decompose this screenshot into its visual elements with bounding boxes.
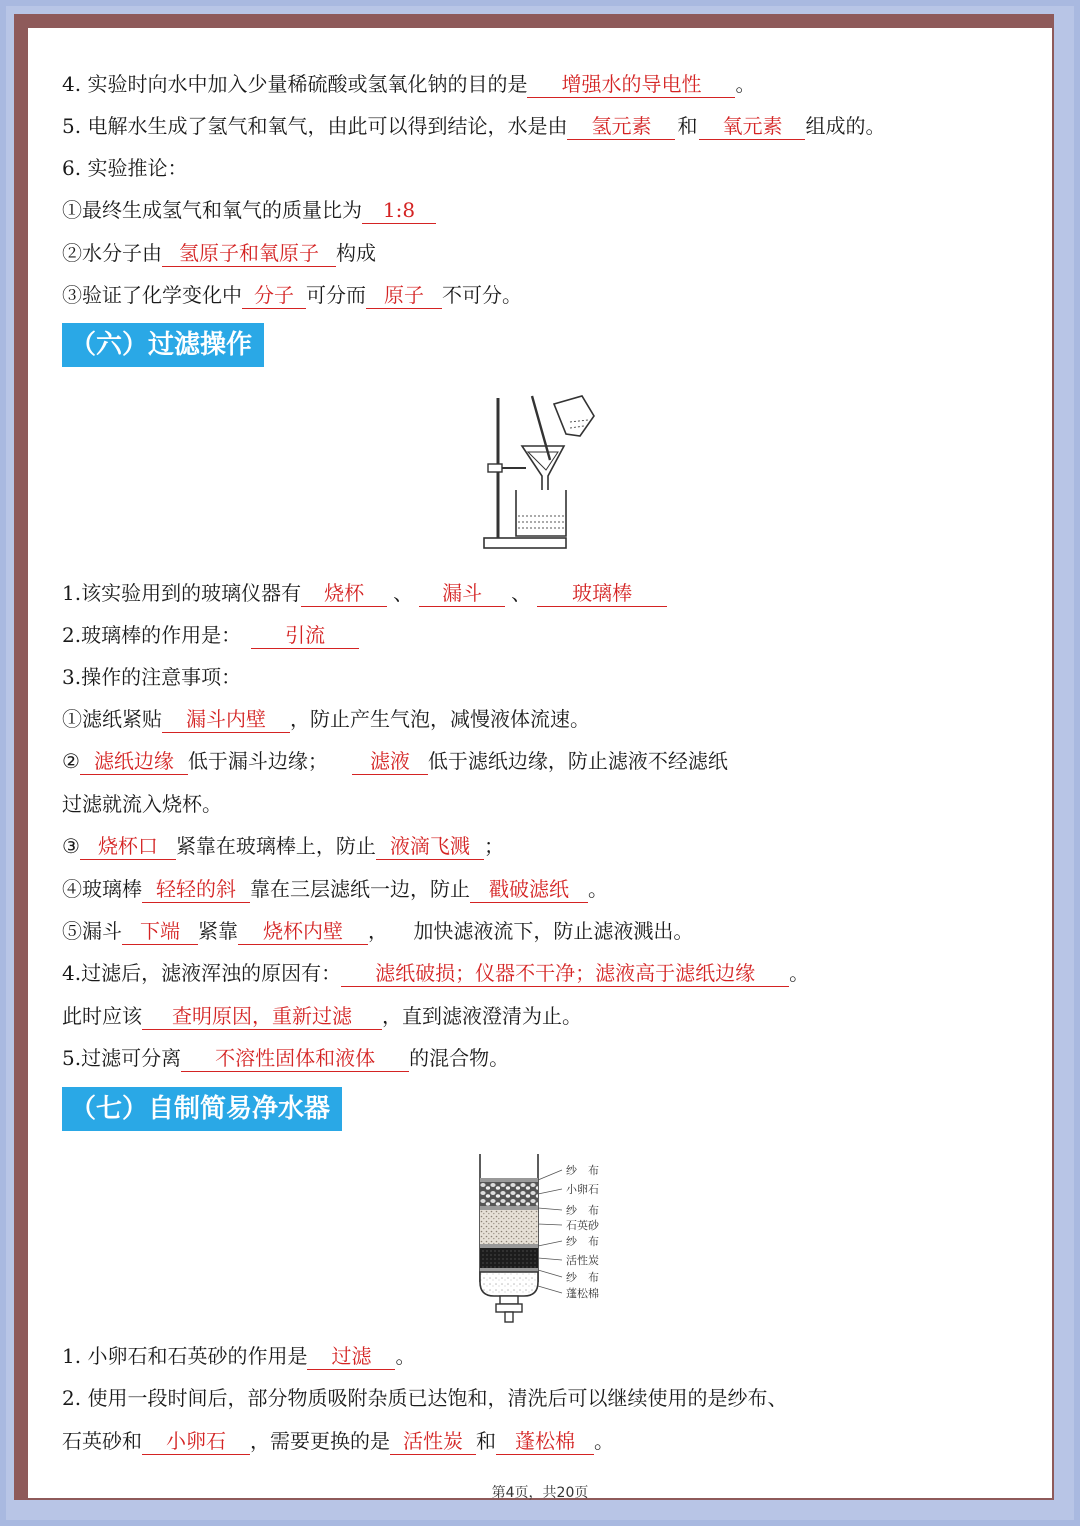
note-1: ①滤纸紧贴 漏斗内壁 ，防止产生气泡，减慢液体流速。	[62, 707, 590, 731]
note-2-continued: 过滤就流入烧杯。	[62, 792, 222, 816]
note-5: ⑤漏斗 下端 紧靠 烧杯内壁 ， 加快滤液流下，防止滤液溅出。	[62, 919, 694, 943]
answer-blank[interactable]: 原子	[366, 282, 442, 309]
answer-blank[interactable]: 分子	[242, 282, 306, 309]
answer-blank[interactable]: 小卵石	[142, 1428, 250, 1455]
label-quartz-sand: 石英砂	[566, 1219, 599, 1232]
question-6: 6. 实验推论：	[62, 156, 188, 180]
section-heading-water-purifier: （七）自制简易净水器	[62, 1087, 342, 1131]
answer-blank[interactable]: 活性炭	[390, 1428, 476, 1455]
pebble-layer	[480, 1182, 538, 1206]
question-5: 5. 电解水生成了氢气和氧气，由此可以得到结论，水是由 氢元素 和 氧元素 组成的。	[62, 114, 886, 138]
filter-q1: 1.该实验用到的玻璃仪器有 烧杯 、 漏斗 、 玻璃棒	[62, 579, 667, 607]
bottle-cap	[496, 1304, 522, 1312]
stand-base	[484, 538, 566, 548]
filter-q3: 3.操作的注意事项：	[62, 665, 242, 689]
answer-blank[interactable]: 烧杯内壁	[238, 918, 368, 945]
answer-blank[interactable]: 氢元素	[567, 113, 675, 140]
answer-blank[interactable]: 增强水的导电性	[527, 71, 735, 98]
answer-blank[interactable]: 不溶性固体和液体	[181, 1045, 409, 1072]
filter-q4: 4.过滤后，滤液浑浊的原因有： 滤纸破损；仪器不干净；滤液高于滤纸边缘 。	[62, 961, 810, 985]
answer-blank[interactable]: 滤纸破损；仪器不干净；滤液高于滤纸边缘	[341, 960, 789, 987]
filter-q5: 5.过滤可分离 不溶性固体和液体 的混合物。	[62, 1046, 510, 1070]
quartz-sand-layer	[480, 1210, 538, 1244]
bottle-neck	[500, 1296, 518, 1304]
receiving-beaker	[516, 490, 566, 536]
conclusion-2: ②水分子由 氢原子和氧原子 构成	[62, 241, 376, 265]
answer-blank[interactable]: 烧杯口	[80, 833, 176, 860]
answer-blank[interactable]: 引流	[251, 622, 359, 649]
answer-blank[interactable]: 液滴飞溅	[376, 833, 484, 860]
gauze-layer-1	[480, 1178, 538, 1182]
answer-blank[interactable]: 氢原子和氧原子	[162, 240, 336, 267]
label-gauze: 纱 布	[566, 1164, 599, 1177]
answer-blank[interactable]: 滤液	[352, 748, 428, 775]
activated-carbon-layer	[480, 1248, 538, 1268]
page-footer: 第4页，共20页	[491, 1485, 589, 1501]
section-heading-filtration: （六）过滤操作	[62, 323, 264, 367]
cotton-layer	[480, 1272, 538, 1296]
answer-blank[interactable]: 氧元素	[699, 113, 805, 140]
purifier-q2-continued: 石英砂和 小卵石 ，需要更换的是 活性炭 和 蓬松棉 。	[62, 1429, 614, 1453]
note-3: ③ 烧杯口 紧靠在玻璃棒上，防止 液滴飞溅 ；	[62, 834, 504, 858]
answer-blank[interactable]: 过滤	[307, 1343, 395, 1370]
gauze-layer-2	[480, 1206, 538, 1210]
note-4: ④玻璃棒 轻轻的斜 靠在三层滤纸一边，防止 戳破滤纸 。	[62, 877, 608, 901]
purifier-q2: 2. 使用一段时间后，部分物质吸附杂质已达饱和，清洗后可以继续使用的是纱布、	[62, 1386, 788, 1410]
answer-blank[interactable]: 查明原因，重新过滤	[142, 1003, 382, 1030]
label-activated-carbon: 活性炭	[566, 1254, 599, 1267]
water-purifier-diagram	[470, 1150, 620, 1325]
label-gauze: 纱 布	[566, 1204, 599, 1217]
conclusion-3: ③验证了化学变化中 分子 可分而 原子 不可分。	[62, 283, 522, 307]
answer-blank[interactable]: 烧杯	[301, 580, 387, 607]
purifier-q1: 1. 小卵石和石英砂的作用是 过滤 。	[62, 1344, 416, 1368]
label-gauze: 纱 布	[566, 1235, 599, 1248]
question-4: 4. 实验时向水中加入少量稀硫酸或氢氧化钠的目的是 增强水的导电性 。	[62, 72, 756, 96]
answer-blank[interactable]: 漏斗	[419, 580, 505, 607]
answer-blank[interactable]: 下端	[122, 918, 198, 945]
answer-blank[interactable]: 滤纸边缘	[80, 748, 188, 775]
filter-q4-continued: 此时应该 查明原因，重新过滤 ，直到滤液澄清为止。	[62, 1004, 582, 1028]
conclusion-1: ①最终生成氢气和氧气的质量比为 1:8	[62, 196, 436, 224]
note-2: ② 滤纸边缘 低于漏斗边缘； 滤液 低于滤纸边缘，防止滤液不经滤纸	[62, 749, 728, 773]
label-pebbles: 小卵石	[566, 1183, 599, 1196]
answer-blank[interactable]: 戳破滤纸	[470, 876, 588, 903]
label-cotton: 蓬松棉	[566, 1287, 599, 1300]
answer-blank[interactable]: 轻轻的斜	[142, 876, 250, 903]
answer-blank[interactable]: 蓬松棉	[496, 1428, 594, 1455]
outlet-tube	[505, 1312, 513, 1322]
clamp	[488, 464, 502, 472]
answer-blank[interactable]: 1:8	[362, 197, 436, 224]
gauze-layer-3	[480, 1244, 538, 1248]
pouring-beaker	[554, 396, 594, 436]
answer-blank[interactable]: 漏斗内壁	[162, 706, 290, 733]
filtration-apparatus-diagram	[470, 390, 610, 554]
answer-blank[interactable]: 玻璃棒	[537, 580, 667, 607]
label-gauze: 纱 布	[566, 1271, 599, 1284]
filter-q2: 2.玻璃棒的作用是： 引流	[62, 621, 359, 649]
